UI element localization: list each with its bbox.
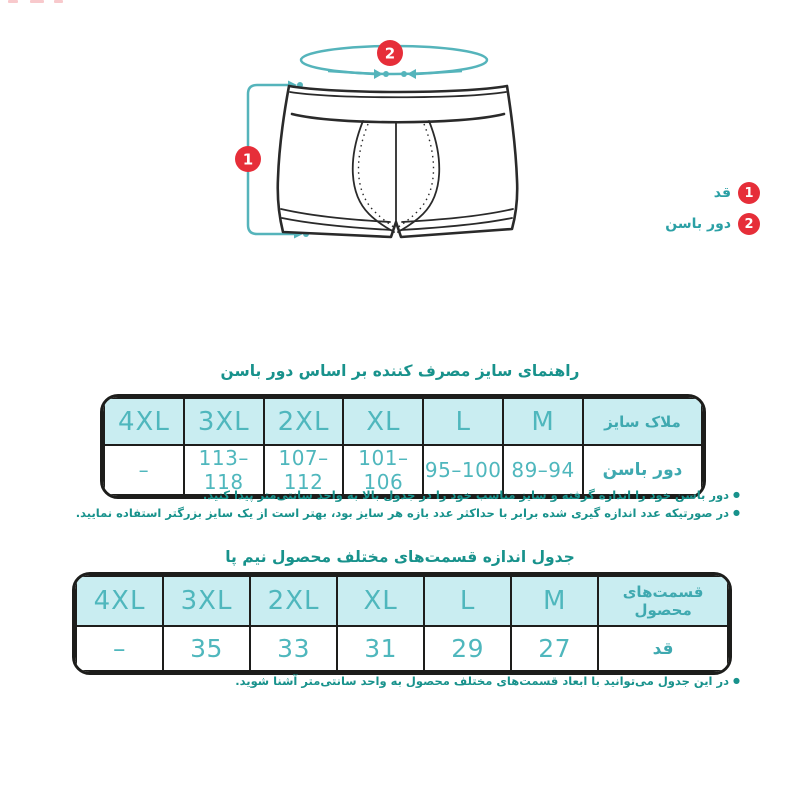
size-col-3xl: 3XL	[184, 398, 264, 445]
size-col-4xl: 4XL	[104, 398, 184, 445]
bullet-icon: ●	[733, 490, 740, 499]
bullet-icon: ●	[733, 508, 740, 517]
boxer-measurement-diagram	[232, 34, 548, 254]
note-measure-hip: ●دور باسن خود را اندازه گرفته و سایز مناسب خود را در جدول بالا به واحد سانتی‌متر پیدا کنید.	[202, 488, 740, 502]
product-table-title: جدول اندازه قسمت‌های مختلف محصول نیم پا	[225, 548, 575, 566]
hip-row-label: دور باسن	[583, 445, 702, 495]
cropped-red-marks	[8, 0, 78, 4]
size-col-xl: XL	[337, 576, 424, 626]
note-dimensions-info: ●در این جدول می‌توانید با ابعاد قسمت‌های مختلف محصول به واحد سانتی‌متر آشنا شوید.	[235, 674, 740, 688]
hip-m: 89–94	[503, 445, 583, 495]
marker-2-circle	[377, 40, 403, 66]
size-col-3xl: 3XL	[163, 576, 250, 626]
size-col-m: M	[503, 398, 583, 445]
size-col-l: L	[424, 576, 511, 626]
svg-text:2: 2	[384, 44, 396, 63]
hip-3xl: 113–118	[184, 445, 264, 495]
size-guide-title: راهنمای سایز مصرف کننده بر اساس دور باسن	[220, 362, 580, 380]
product-parts-header: قسمت‌های محصول	[598, 576, 728, 626]
length-3xl: 35	[163, 626, 250, 671]
legend-item-height	[665, 182, 760, 204]
legend	[665, 182, 760, 235]
size-col-2xl: 2XL	[264, 398, 344, 445]
length-l: 29	[424, 626, 511, 671]
boxer-outline	[278, 86, 517, 237]
product-table-note	[140, 672, 740, 690]
length-row	[76, 626, 728, 671]
size-col-l: L	[423, 398, 503, 445]
legend-2-label: دور باسن	[665, 216, 731, 232]
length-row-label: قد	[598, 626, 728, 671]
length-4xl: –	[76, 626, 163, 671]
length-2xl: 33	[250, 626, 337, 671]
note-size-up: ●در صورتیکه عدد اندازه گیری شده برابر با حداکثر عدد بازه هر سایز بود، بهتر است از یک سایز بزرگتر استفاده نمایید.	[75, 506, 740, 520]
size-col-2xl: 2XL	[250, 576, 337, 626]
legend-1-label: قد	[713, 185, 731, 201]
legend-2-badge: 2	[738, 213, 760, 235]
length-xl: 31	[337, 626, 424, 671]
product-dimensions-table	[72, 572, 732, 675]
hip-l: 95–100	[423, 445, 503, 495]
size-guide-notes	[12, 486, 740, 522]
size-guide-table	[100, 394, 706, 499]
size-criteria-header: ملاک سایز	[583, 398, 702, 445]
legend-item-hip	[665, 213, 760, 235]
size-col-xl: XL	[343, 398, 423, 445]
length-m: 27	[511, 626, 598, 671]
size-col-m: M	[511, 576, 598, 626]
size-col-4xl: 4XL	[76, 576, 163, 626]
hip-2xl: 107–112	[264, 445, 344, 495]
bullet-icon: ●	[733, 676, 740, 685]
hip-4xl: –	[104, 445, 184, 495]
legend-1-badge: 1	[738, 182, 760, 204]
svg-text:1: 1	[242, 150, 254, 169]
hip-xl: 101–106	[343, 445, 423, 495]
size-guide-header-row	[104, 398, 702, 445]
marker-1-circle	[235, 146, 261, 172]
product-table-header-row	[76, 576, 728, 626]
